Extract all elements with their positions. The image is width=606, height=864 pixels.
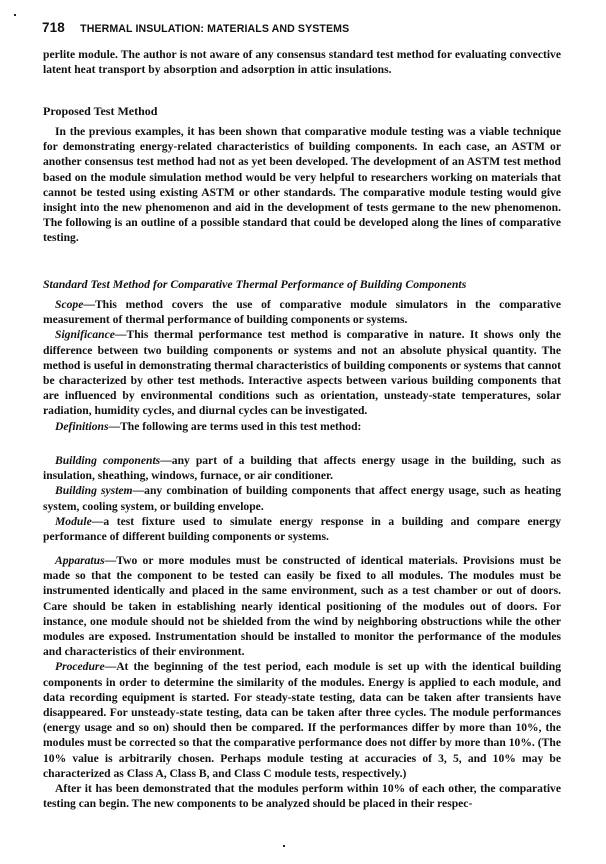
standard-body xyxy=(43,297,561,434)
apparatus-term: Apparatus xyxy=(55,554,105,567)
scan-speck xyxy=(283,845,285,847)
definition-text: a test fixture used to simulate energy response in a building and compare energy performance of different building components or systems. xyxy=(43,514,561,544)
closing-paragraph: After it has been demonstrated that the modules perform within 10% of each other, the comparative testing can begin. The new components to be analyzed should be placed in their respec- xyxy=(43,782,561,811)
definition-text: any part of a building that affects energy usage in the building, such as insulation, sheathing, windows, furnace, or air conditioner. xyxy=(43,454,561,483)
apparatus-text: Two or more modules must be constructed of identical materials. Provisions must be made so that the component to be tested can easily be fixed to all modules. The modules must be instrumented identically and placed in the same environment, such as a test chamber or out of doors. Care should be taken in establishing nearly identical positioning of the modules out of doors. For instance, one module should not be shielded from the wind by neighboring obstructions while the other modules are exposed. Instrumentation should be installed to monitor the performance of the modules and characteristics of their environment. xyxy=(43,554,561,659)
procedure-text: At the beginning of the test period, each module is set up with the identical building components in order to determine the similarity of the modules. Energy is applied to each module, and data recording equipment is started. For steady-state testing, data can be taken after transients have disappeared. For unsteady-state testing, data can be taken after three cycles. The module performances (energy usage and so on) should then be compared. If the performances differ by more than 10%, the modules must be corrected so that the comparative performance does not differ by more than 10%. (The 10% value is arbitrarily chosen. Perhaps module testing at accuracies of 3, 5, and 10% may be characterized as Class A, Class B, and Class C module tests, respectively.) xyxy=(43,660,561,780)
intro-text: perlite module. The author is not aware of any consensus standard test method for evaluating convective latent heat transport by absorption and adsorption in attic insulations. xyxy=(43,48,561,77)
section-heading: Proposed Test Method xyxy=(43,104,158,118)
significance-term: Significance xyxy=(55,328,115,342)
definition-term: Building system xyxy=(55,484,133,498)
scan-speck xyxy=(14,14,16,16)
apparatus-paragraph: Apparatus—Two or more modules must be constructed of identical materials. Provisions must be made so that the component to be tested can easily be fixed to all modules. The modules must be instrumented identically and placed in the same environment, such as a test chamber or out of doors. Care should be taken in establishing nearly identical positioning of the modules out of doors. For instance, one module should not be shielded from the wind by neighboring obstructions while the other modules are exposed. Instrumentation should be installed to monitor the performance of the modules and characteristics of their environment. xyxy=(43,554,561,659)
definition-item: Module—a test fixture used to simulate energy response in a building and compare energy performance of different building components or systems. xyxy=(43,514,561,544)
scope-term: Scope xyxy=(55,298,84,311)
running-title: THERMAL INSULATION: MATERIALS AND SYSTEMS xyxy=(80,23,350,35)
section-paragraph xyxy=(43,124,561,246)
significance-paragraph: Significance—This thermal performance test method is comparative in nature. It shows only the difference between two building components or systems and not an absolute physical quantity. The method is useful in demonstrating thermal characteristics of building components or systems that cannot be characterized by other test methods. Interactive aspects between various building components that are influenced by environmental conditions such as orientation, unsteady-state temperatures, solar radiation, humidity cycles, and diurnal cycles can be investigated. xyxy=(43,328,561,418)
definitions-paragraph: Definitions—The following are terms used in this test method: xyxy=(55,419,362,433)
scope-text: This method covers the use of comparative module simulators in the comparative measurement of thermal performance of building components or systems. xyxy=(43,298,561,327)
procedure-term: Procedure xyxy=(55,660,105,674)
definition-item: Building system—any combination of building components that affect energy usage, such as heating system, cooling system, or building envelope. xyxy=(43,484,561,513)
apparatus-procedure xyxy=(43,553,561,811)
definition-item: Building components—any part of a building that affects energy usage in the building, such as insulation, sheathing, windows, furnace, or air conditioner. xyxy=(43,454,561,483)
procedure-paragraph: Procedure—At the beginning of the test period, each module is set up with the identical building components in order to determine the similarity of the modules. Energy is applied to each module, and data recording equipment is started. For steady-state testing, data can be taken after transients have disappeared. For unsteady-state testing, data can be taken after three cycles. The module performances (energy usage and so on) should then be compared. If the performances differ by more than 10%, the modules must be corrected so that the comparative performance does not differ by more than 10%. (The 10% value is arbitrarily chosen. Perhaps module testing at accuracies of 3, 5, and 10% may be characterized as Class A, Class B, and Class C module tests, respectively.) xyxy=(43,660,561,780)
scope-paragraph: Scope—This method covers the use of comparative module simulators in the comparative measurement of thermal performance of building components or systems. xyxy=(43,298,561,327)
standard-title: Standard Test Method for Comparative Thermal Performance of Building Components xyxy=(43,277,467,291)
running-head xyxy=(42,20,349,35)
definitions-text: The following are terms used in this test method: xyxy=(120,419,362,433)
section-text: In the previous examples, it has been shown that comparative module testing was a viable technique for demonstrating energy-related characteristics of building components. In each case, an ASTM or another consensus test method had not as yet been developed. The development of an ASTM test method based on the module simulation method would be very helpful to researchers working on materials that cannot be tested using existing ASTM or other standards. The comparative module testing would give insight into the new phenomenon and aid in the development of tests germane to the new phenomenon. The following is an outline of a possible standard that could be developed along the lines of comparative testing. xyxy=(43,125,561,245)
definitions-term: Definitions xyxy=(55,419,109,433)
intro-paragraph xyxy=(43,47,561,77)
page-number: 718 xyxy=(42,20,65,35)
definition-text: any combination of building components that affect energy usage, such as heating system, cooling system, or building envelope. xyxy=(43,484,561,513)
significance-text: This thermal performance test method is comparative in nature. It shows only the difference between two building components or systems and not an absolute physical quantity. The method is useful in demonstrating thermal characteristics of building components or systems that cannot be characterized by other test methods. Interactive aspects between various building components that are influenced by environmental conditions such as orientation, unsteady-state temperatures, solar radiation, humidity cycles, and diurnal cycles can be investigated. xyxy=(43,328,561,418)
definition-term: Building components xyxy=(55,454,161,467)
definitions-list xyxy=(43,453,561,544)
definition-term: Module xyxy=(55,514,92,528)
